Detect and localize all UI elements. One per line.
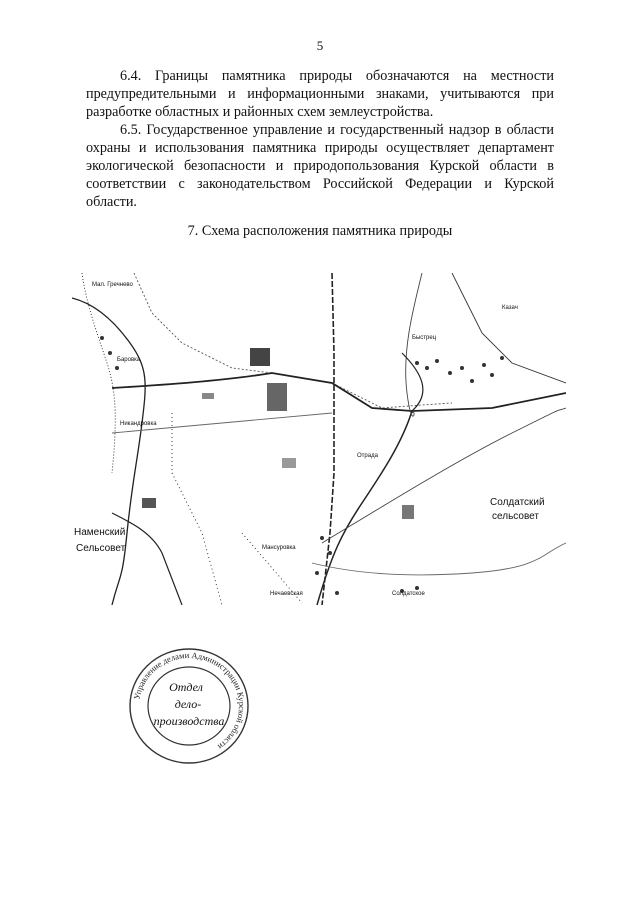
map-label-kazach: Казач (502, 305, 518, 311)
map-label-nikandrovka: Никандровка (120, 421, 157, 427)
stamp-ring-text: Управление делами Администрации Курской области (131, 649, 248, 753)
map-label-mansurovo: Мансуровка (262, 545, 296, 551)
stamp-line-3: производства (153, 714, 225, 728)
paragraph-6-5: 6.5. Государственное управление и государственный надзор в области охраны и использования памятника природы осуществляет департамент экологической безопасности и природопользования Курской области в соответствии с законодательством Российской Федерации и Курской области. (86, 122, 554, 210)
paragraph-6-4: 6.4. Границы памятника природы обозначаются на местности предупредительными и информационными знаками, учитываются при разработке областных и районных схем землеустройства. (86, 68, 554, 120)
map-label-soldatsky: Солдатский (490, 497, 545, 508)
body-text (86, 67, 554, 211)
map-label-naumensky-selsovet: Сельсовет (76, 543, 126, 554)
stamp-line-1: Отдел (169, 680, 203, 694)
page-number: 5 (316, 38, 324, 53)
map-label-bystrets: Быстрец (412, 335, 437, 341)
location-map (72, 273, 566, 605)
map-label-barovka: Баровка (117, 357, 141, 363)
map-label-mal-grechnevo: Мал. Гречнево (92, 282, 133, 288)
stamp-line-2: дело- (174, 697, 202, 711)
map-label-naumensky: Наменский (74, 527, 126, 538)
map-label-otrada: Отрада (357, 453, 378, 459)
map-label-soldatsky-selsovet: сельсовет (492, 511, 539, 522)
official-stamp (126, 646, 252, 766)
map-label-nechaevo: Нечаевская (270, 591, 303, 597)
map-label-soldatskoe: Солдатское (392, 591, 425, 597)
section-heading: 7. Схема расположения памятника природы (187, 223, 453, 239)
